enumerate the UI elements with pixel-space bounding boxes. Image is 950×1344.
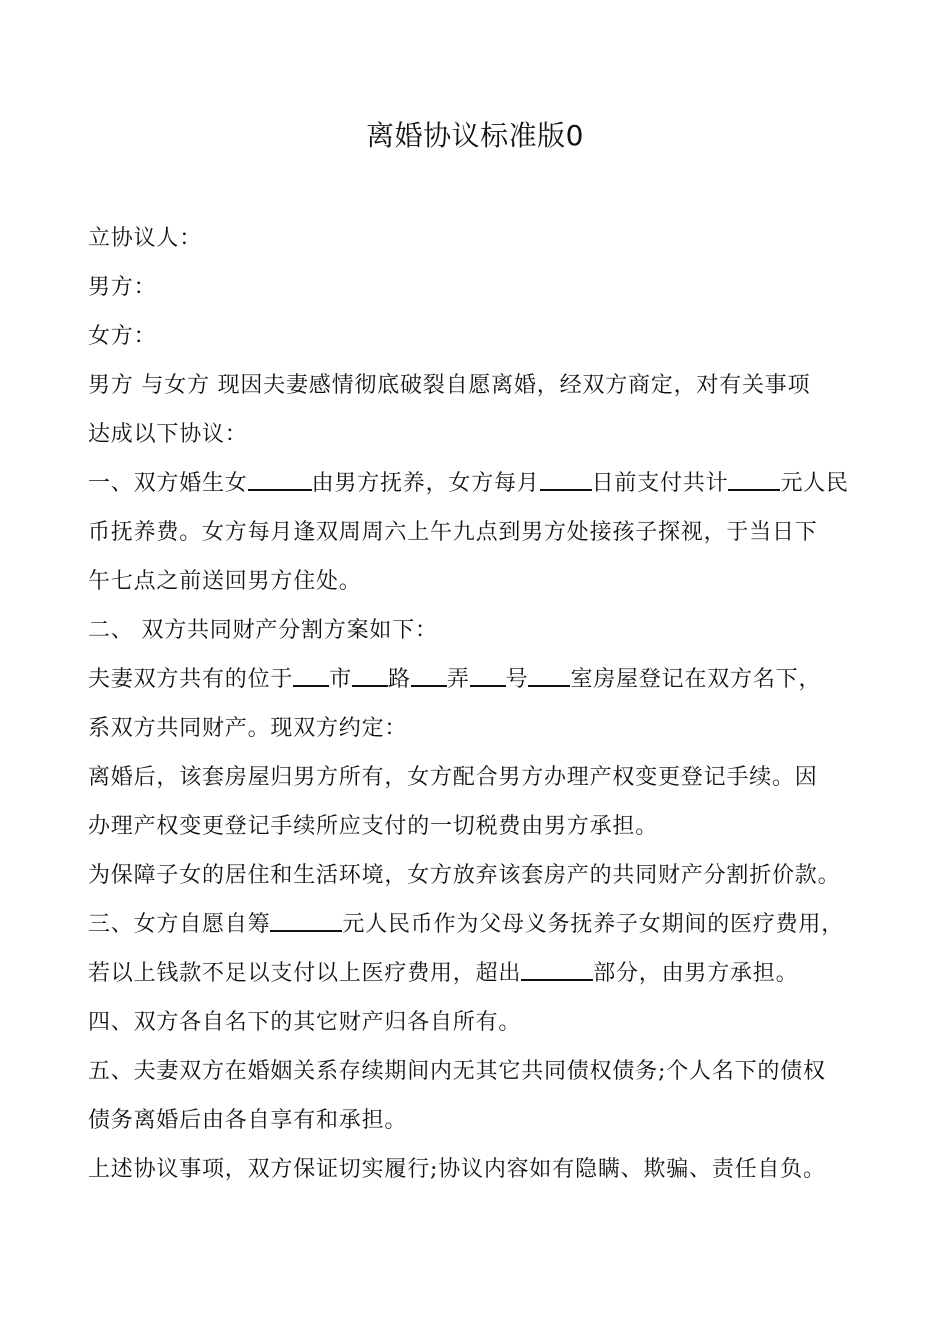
text-segment: 离婚后，该套房屋归男方所有，女方配合男方办理产权变更登记手续。因 xyxy=(88,765,818,790)
text-line-property-joint xyxy=(88,704,878,753)
text-segment: 午七点之前送回男方住处。 xyxy=(88,569,362,594)
text-segment: 办理产权变更登记手续所应支付的一切税费由男方承担。 xyxy=(88,814,659,839)
text-segment: 上述协议事项，双方保证切实履行;协议内容如有隐瞒、欺骗、责任自负。 xyxy=(88,1157,826,1182)
text-line-clause-four xyxy=(88,998,878,1047)
text-segment: 二、 双方共同财产分割方案如下： xyxy=(88,618,438,643)
fill-in-blank xyxy=(352,665,388,687)
text-line-clause-three xyxy=(88,900,878,949)
text-line-property-waiver xyxy=(88,851,878,900)
text-segment: 男方 与女方 现因夫妻感情彻底破裂自愿离婚，经双方商定，对有关事项 xyxy=(88,373,811,398)
text-line-clause-one-cont xyxy=(88,508,878,557)
text-segment: 债务离婚后由各自享有和承担。 xyxy=(88,1108,408,1133)
fill-in-blank xyxy=(470,665,506,687)
text-line-intro xyxy=(88,361,878,410)
text-segment: 由男方抚养，女方每月 xyxy=(311,471,540,496)
fill-in-blank xyxy=(411,665,447,687)
fill-in-blank xyxy=(540,469,592,491)
text-line-clause-two xyxy=(88,606,878,655)
text-line-clause-five-end xyxy=(88,1096,878,1145)
text-segment: 夫妻双方共有的位于 xyxy=(88,667,294,692)
text-segment: 立协议人： xyxy=(88,226,203,251)
agreement-body xyxy=(88,214,878,1194)
text-line-property-transfer xyxy=(88,753,878,802)
text-line-clause-one-end xyxy=(88,557,878,606)
fill-in-blank xyxy=(528,665,570,687)
text-segment: 路 xyxy=(388,667,411,692)
text-segment: 部分，由男方承担。 xyxy=(593,961,799,986)
text-line-closing xyxy=(88,1145,878,1194)
text-segment: 系双方共同财产。现双方约定： xyxy=(88,716,408,741)
fill-in-blank xyxy=(728,469,780,491)
text-line-clause-three-cont xyxy=(88,949,878,998)
text-line-clause-five xyxy=(88,1047,878,1096)
text-line-parties-heading xyxy=(88,214,878,263)
text-segment: 若以上钱款不足以支付以上医疗费用，超出 xyxy=(88,961,522,986)
text-line-property-tax xyxy=(88,802,878,851)
text-segment: 室房屋登记在双方名下， xyxy=(570,667,822,692)
fill-in-blank xyxy=(293,665,329,687)
text-line-intro-end xyxy=(88,410,878,459)
text-segment: 号 xyxy=(505,667,529,692)
text-segment: 弄 xyxy=(446,667,470,692)
text-segment: 达成以下协议： xyxy=(88,422,248,447)
text-segment: 四、双方各自名下的其它财产归各自所有。 xyxy=(88,1010,522,1035)
document-title: 离婚协议标准版0 xyxy=(366,119,584,152)
text-segment: 五、夫妻双方在婚姻关系存续期间内无其它共同债权债务;个人名下的债权 xyxy=(88,1059,826,1084)
text-line-woman xyxy=(88,312,878,361)
text-segment: 市 xyxy=(329,667,353,692)
text-segment: 元人民 xyxy=(780,471,849,496)
text-line-property-address xyxy=(88,655,878,704)
text-segment: 一、双方婚生女 xyxy=(88,471,248,496)
text-segment: 币抚养费。女方每月逢双周周六上午九点到男方处接孩子探视，于当日下 xyxy=(88,520,818,545)
text-segment: 三、女方自愿自筹 xyxy=(88,912,271,937)
text-segment: 日前支付共计 xyxy=(591,471,729,496)
fill-in-blank xyxy=(521,959,593,981)
text-segment: 元人民币作为父母义务抚养子女期间的医疗费用， xyxy=(342,912,845,937)
text-segment: 为保障子女的居住和生活环境，女方放弃该套房产的共同财产分割折价款。 xyxy=(88,863,841,888)
text-line-man xyxy=(88,263,878,312)
text-segment: 男方： xyxy=(88,275,157,300)
fill-in-blank xyxy=(248,469,312,491)
fill-in-blank xyxy=(270,910,342,932)
text-segment: 女方： xyxy=(88,324,157,349)
text-line-clause-one xyxy=(88,459,878,508)
